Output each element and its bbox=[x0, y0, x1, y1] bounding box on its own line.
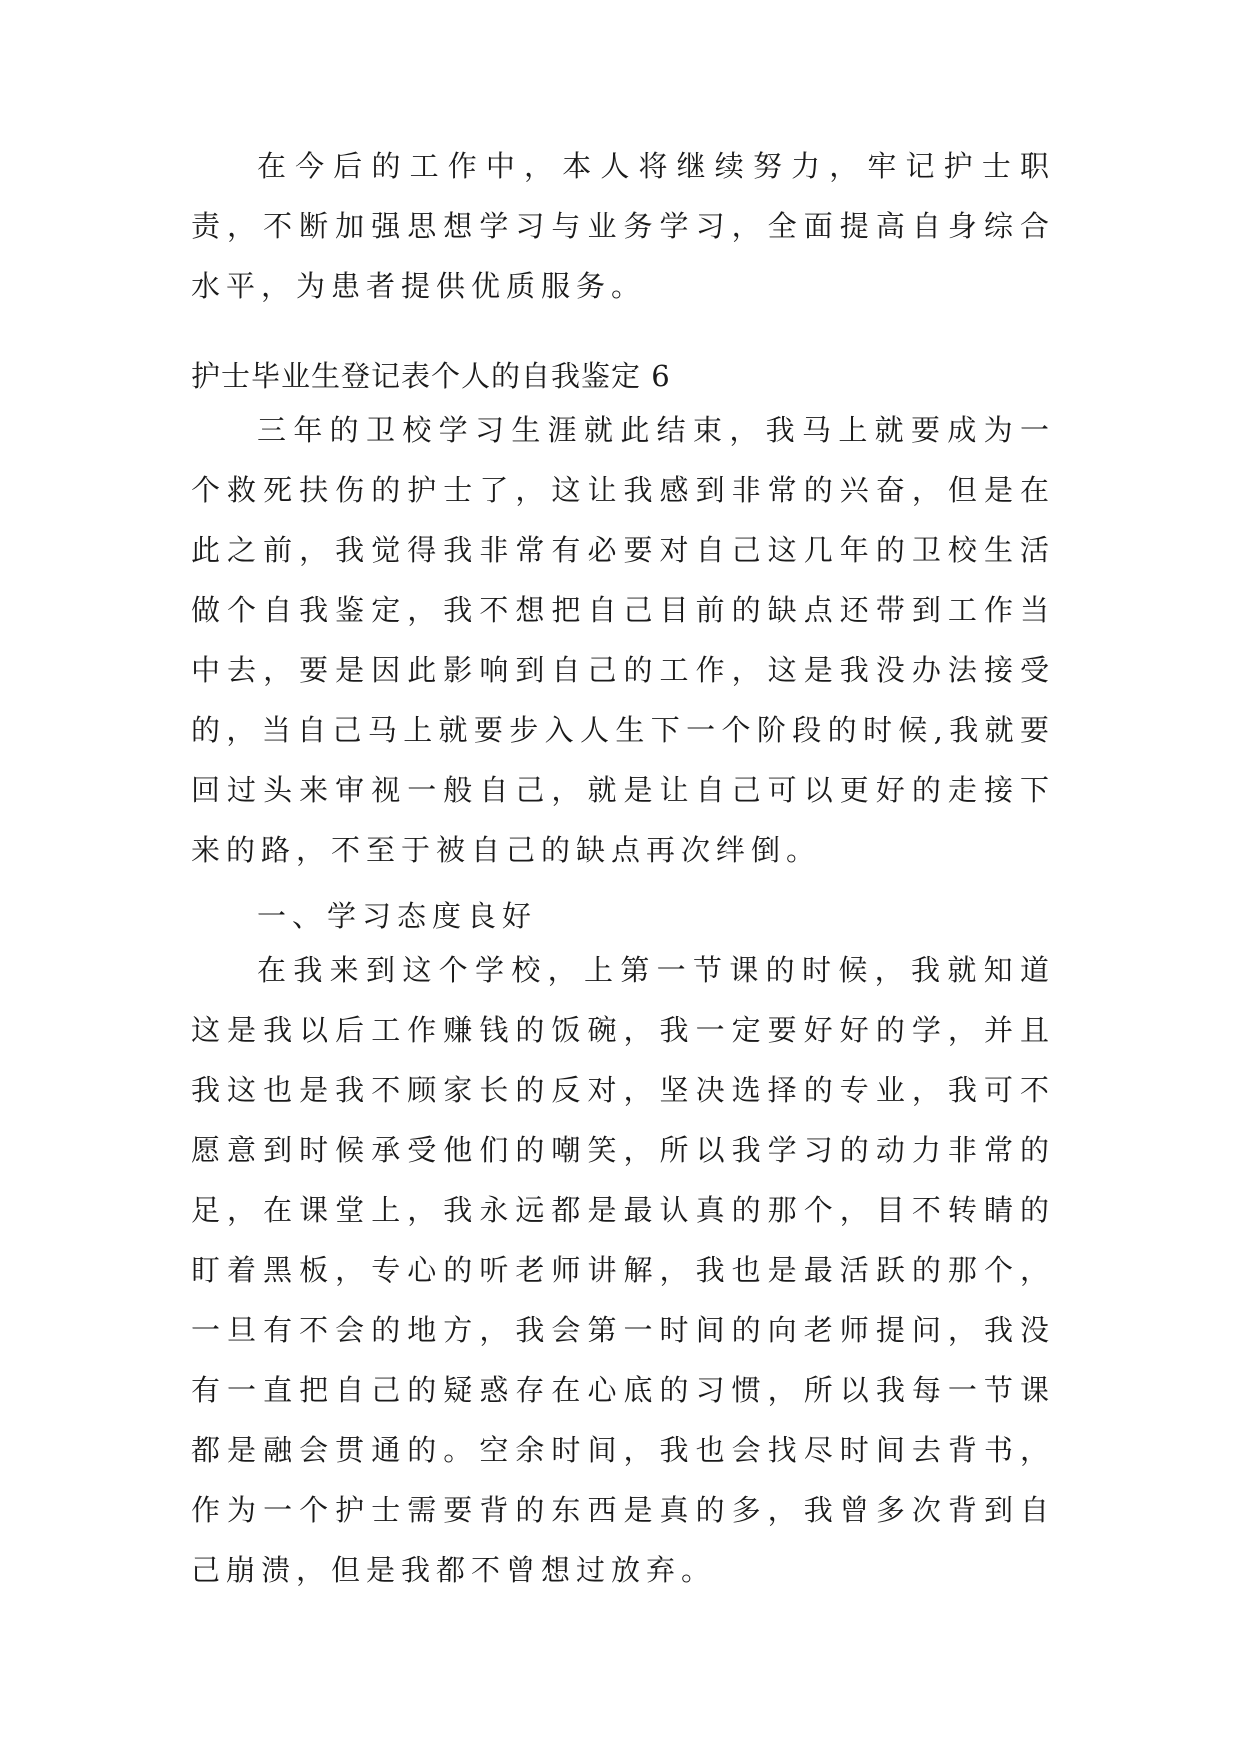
subheading-1: 一、学习态度良好 bbox=[257, 899, 538, 933]
document-page bbox=[191, 0, 1055, 1754]
paragraph-2: 在我来到这个学校，上第一节课的时候，我就知道这是我以后工作赚钱的饭碗，我一定要好好的学，并且我这也是我不顾家长的反对，坚决选择的专业，我可不愿意到时候承受他们的嘲笑，所以我学习的动力非常的足，在课堂上，我永远都是最认真的那个，目不转睛的盯着黑板，专心的听老师讲解，我也是最活跃的那个，一旦有不会的地方，我会第一时间的向老师提问，我没有一直把自己的疑惑存在心底的习惯，所以我每一节课都是融会贯通的。空余时间，我也会找尽时间去背书，作为一个护士需要背的东西是真的多，我曾多次背到自己崩溃，但是我都不曾想过放弃。 bbox=[191, 953, 1055, 1587]
paragraph-1: 三年的卫校学习生涯就此结束，我马上就要成为一个救死扶伤的护士了，这让我感到非常的兴奋，但是在此之前，我觉得我非常有必要对自己这几年的卫校生活做个自我鉴定，我不想把自己目前的缺点还带到工作当中去，要是因此影响到自己的工作，这是我没办法接受的，当自己马上就要步入人生下一个阶段的时候,我就要回过头来审视一般自己，就是让自己可以更好的走接下来的路，不至于被自己的缺点再次绊倒。 bbox=[191, 413, 1055, 867]
section-title: 护士毕业生登记表个人的自我鉴定 6 bbox=[191, 359, 671, 393]
intro-paragraph: 在今后的工作中，本人将继续努力，牢记护士职责，不断加强思想学习与业务学习，全面提高自身综合水平，为患者提供优质服务。 bbox=[191, 149, 1055, 303]
